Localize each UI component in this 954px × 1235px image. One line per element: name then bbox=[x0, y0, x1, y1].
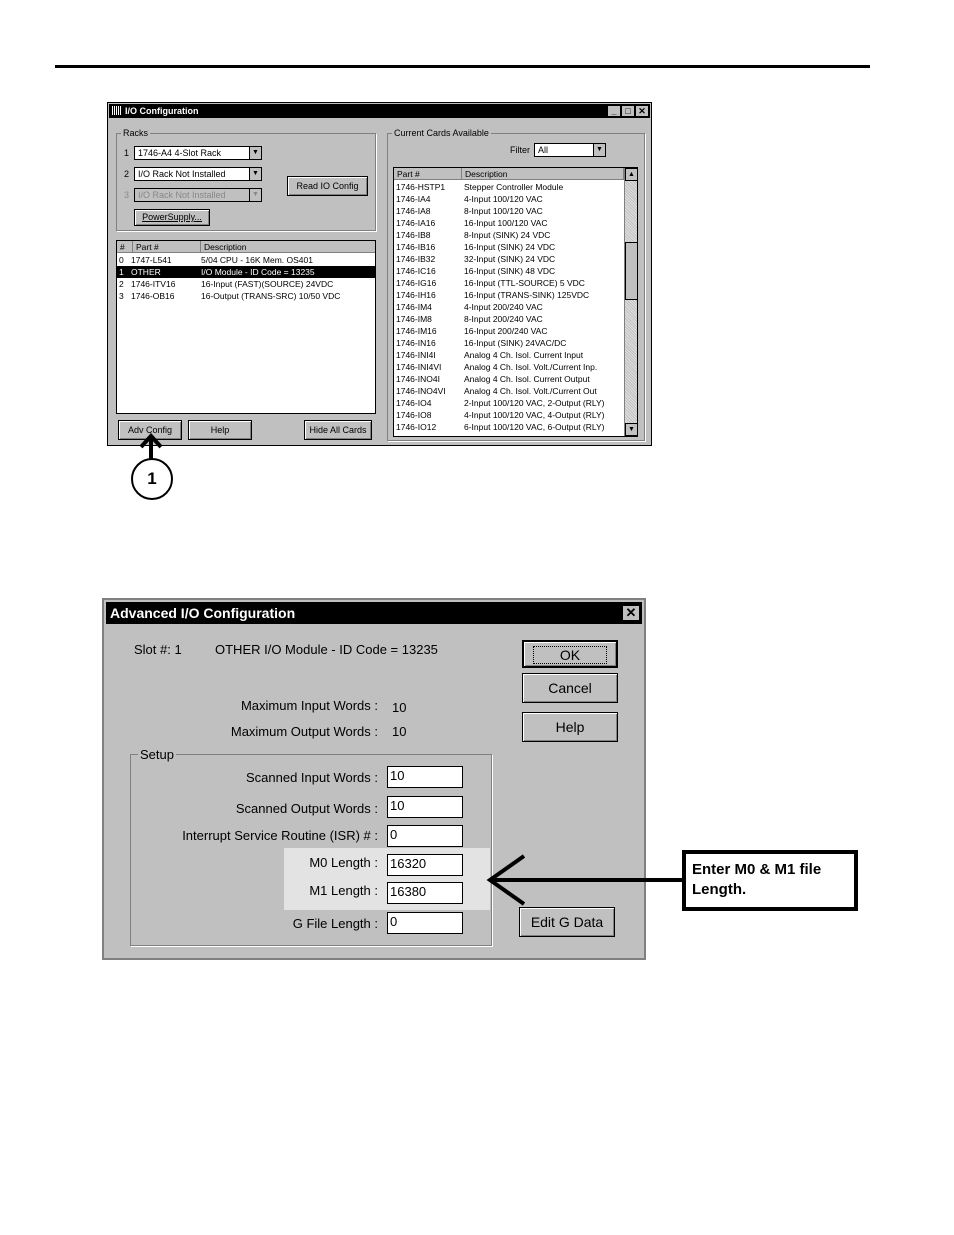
io-config-title: I/O Configuration bbox=[125, 106, 199, 116]
slot-number: Slot #: 1 bbox=[134, 642, 182, 657]
card-row-part: 1746-IN16 bbox=[396, 338, 436, 348]
filter-value: All bbox=[538, 145, 549, 155]
minimize-icon[interactable]: _ bbox=[607, 105, 621, 117]
card-row[interactable] bbox=[394, 361, 624, 373]
card-row-part: 1746-IB32 bbox=[396, 254, 436, 264]
cards-scrollbar[interactable] bbox=[624, 168, 638, 436]
card-row-description: 32-Input (SINK) 24 VDC bbox=[464, 254, 556, 264]
annotation-arrow-icon bbox=[484, 852, 686, 908]
rack-1-value: 1746-A4 4-Slot Rack bbox=[138, 148, 222, 158]
callout-number bbox=[131, 458, 173, 500]
power-supply-button[interactable] bbox=[134, 209, 210, 226]
card-row-description: Analog 4 Ch. Isol. Current Input bbox=[464, 350, 584, 360]
slot-row[interactable] bbox=[117, 290, 375, 302]
maximize-icon[interactable]: □ bbox=[621, 105, 635, 117]
cards-header-part: Part # bbox=[394, 168, 462, 180]
card-row-part: 1746-IM16 bbox=[396, 326, 437, 336]
card-row[interactable] bbox=[394, 385, 624, 397]
m0-length-value: 16320 bbox=[390, 856, 427, 871]
close-icon[interactable]: ✕ bbox=[622, 605, 640, 621]
card-row-part: 1746-IA4 bbox=[396, 194, 431, 204]
max-input-label: Maximum Input Words : bbox=[240, 698, 378, 713]
scanned-input-field[interactable] bbox=[387, 766, 463, 788]
edit-g-data-button[interactable] bbox=[519, 907, 615, 937]
card-row-part: 1746-IO4 bbox=[396, 398, 432, 408]
slot-row-description: 16-Output (TRANS-SRC) 10/50 VDC bbox=[201, 291, 341, 301]
scanned-output-label: Scanned Output Words : bbox=[235, 801, 378, 816]
card-row[interactable] bbox=[394, 229, 624, 241]
card-row[interactable] bbox=[394, 277, 624, 289]
io-config-titlebar bbox=[109, 104, 650, 118]
card-row[interactable] bbox=[394, 349, 624, 361]
card-row-part: 1746-IA8 bbox=[396, 206, 431, 216]
power-supply-label: PowerSupply... bbox=[142, 212, 202, 222]
card-row-part: 1746-IG16 bbox=[396, 278, 437, 288]
slot-row-description: I/O Module - ID Code = 13235 bbox=[201, 267, 315, 277]
slot-row[interactable] bbox=[117, 278, 375, 290]
card-row-description: 16-Input 200/240 VAC bbox=[464, 326, 548, 336]
chevron-down-icon[interactable]: ▼ bbox=[249, 147, 261, 159]
max-output-label: Maximum Output Words : bbox=[230, 724, 378, 739]
card-row-description: 8-Input 200/240 VAC bbox=[464, 314, 543, 324]
rack-2-value: I/O Rack Not Installed bbox=[138, 169, 226, 179]
card-row-description: 2-Input 100/120 VAC, 2-Output (RLY) bbox=[464, 398, 605, 408]
ok-label: OK bbox=[534, 647, 606, 663]
slot-row[interactable] bbox=[117, 266, 375, 278]
card-row-part: 1746-INO4I bbox=[396, 374, 440, 384]
card-row-description: 8-Input (SINK) 24 VDC bbox=[464, 230, 551, 240]
card-row-part: 1746-IM4 bbox=[396, 302, 432, 312]
cards-list[interactable] bbox=[393, 167, 638, 437]
slots-list[interactable] bbox=[116, 240, 376, 414]
slot-row-part: 1747-L541 bbox=[131, 255, 172, 265]
card-row-part: 1746-INI4VI bbox=[396, 362, 442, 372]
max-output-value: 10 bbox=[392, 724, 407, 739]
slot-row[interactable] bbox=[117, 254, 375, 266]
help-label: Help bbox=[210, 425, 230, 435]
card-row-description: Analog 4 Ch. Isol. Volt./Current Inp. bbox=[464, 362, 598, 372]
adv-config-label: Adv Config bbox=[127, 425, 173, 435]
slot-row-part: 1746-ITV16 bbox=[131, 279, 176, 289]
card-row-part: 1746-HSTP1 bbox=[396, 182, 446, 192]
card-row[interactable] bbox=[394, 325, 624, 337]
card-row-description: 6-Input 100/120 VAC, 6-Output (RLY) bbox=[464, 422, 605, 432]
hide-all-cards-label: Hide All Cards bbox=[309, 425, 367, 435]
io-config-window bbox=[107, 102, 652, 446]
card-row-description: 16-Input (TRANS-SINK) 125VDC bbox=[464, 290, 590, 300]
ok-button[interactable] bbox=[522, 640, 618, 668]
m0-length-field[interactable] bbox=[387, 854, 463, 876]
card-row-part: 1746-IO8 bbox=[396, 410, 432, 420]
help-button[interactable] bbox=[522, 712, 618, 742]
card-row[interactable] bbox=[394, 205, 624, 217]
scanned-output-value: 10 bbox=[390, 798, 405, 813]
card-row-description: 16-Input 100/120 VAC bbox=[464, 218, 548, 228]
max-input-value: 10 bbox=[392, 700, 407, 715]
help-button[interactable] bbox=[188, 420, 252, 440]
read-io-config-button[interactable] bbox=[287, 176, 368, 196]
slots-header-desc: Description bbox=[201, 241, 376, 253]
card-row[interactable] bbox=[394, 421, 624, 433]
scrollbar-thumb[interactable] bbox=[625, 242, 638, 300]
read-io-config-label: Read IO Config bbox=[296, 181, 359, 191]
setup-label: Setup bbox=[140, 747, 174, 762]
card-row[interactable] bbox=[394, 265, 624, 277]
cards-label: Current Cards Available bbox=[394, 128, 489, 138]
card-row-description: 4-Input 100/120 VAC bbox=[464, 194, 543, 204]
card-row-part: 1746-IO12 bbox=[396, 422, 437, 432]
slot-description: OTHER I/O Module - ID Code = 13235 bbox=[215, 642, 438, 657]
card-row-description: 16-Input (SINK) 24 VDC bbox=[464, 242, 556, 252]
m1-length-label: M1 Length : bbox=[309, 883, 378, 898]
m1-length-value: 16380 bbox=[390, 884, 427, 899]
scanned-input-value: 10 bbox=[390, 768, 405, 783]
slot-row-number: 1 bbox=[119, 267, 124, 277]
slot-row-part: 1746-OB16 bbox=[131, 291, 175, 301]
cancel-label: Cancel bbox=[548, 680, 592, 696]
card-row[interactable] bbox=[394, 217, 624, 229]
card-row-description: 4-Input 200/240 VAC bbox=[464, 302, 543, 312]
rack-3-value: I/O Rack Not Installed bbox=[138, 190, 226, 200]
card-row-description: 4-Input 100/120 VAC, 4-Output (RLY) bbox=[464, 410, 605, 420]
rack-2-number: 2 bbox=[124, 169, 130, 179]
m1-length-field[interactable] bbox=[387, 882, 463, 904]
slot-row-number: 0 bbox=[119, 255, 124, 265]
slot-row-part: OTHER bbox=[131, 267, 161, 277]
annotation-box bbox=[682, 850, 858, 911]
slot-row-number: 3 bbox=[119, 291, 124, 301]
card-row[interactable] bbox=[394, 193, 624, 205]
annotation-line-2: Length. bbox=[692, 881, 747, 898]
card-row[interactable] bbox=[394, 337, 624, 349]
rack-1-select[interactable] bbox=[134, 146, 262, 160]
card-row[interactable] bbox=[394, 313, 624, 325]
g-file-length-field[interactable] bbox=[387, 912, 463, 934]
annotation-line-1: Enter M0 & M1 file bbox=[692, 861, 822, 878]
card-row[interactable] bbox=[394, 241, 624, 253]
filter-select[interactable] bbox=[534, 143, 606, 157]
card-row[interactable] bbox=[394, 373, 624, 385]
m0-length-label: M0 Length : bbox=[309, 855, 378, 870]
help-label: Help bbox=[555, 719, 585, 735]
card-row-description: Analog 4 Ch. Isol. Volt./Current Out bbox=[464, 386, 597, 396]
card-row-part: 1746-IM8 bbox=[396, 314, 432, 324]
app-icon bbox=[112, 106, 121, 115]
card-row-description: Stepper Controller Module bbox=[464, 182, 564, 192]
card-row-part: 1746-INI4I bbox=[396, 350, 436, 360]
close-icon[interactable]: ✕ bbox=[635, 105, 649, 117]
chevron-down-icon[interactable]: ▼ bbox=[249, 168, 261, 180]
card-row-description: 16-Input (SINK) 24VAC/DC bbox=[464, 338, 567, 348]
card-row[interactable] bbox=[394, 253, 624, 265]
isr-field[interactable] bbox=[387, 825, 463, 847]
slot-row-description: 5/04 CPU - 16K Mem. OS401 bbox=[201, 255, 313, 265]
scroll-down-icon[interactable]: ▼ bbox=[625, 423, 638, 436]
card-row[interactable] bbox=[394, 181, 624, 193]
card-row-description: 8-Input 100/120 VAC bbox=[464, 206, 543, 216]
card-row[interactable] bbox=[394, 397, 624, 409]
card-row-description: Analog 4 Ch. Isol. Current Output bbox=[464, 374, 590, 384]
g-file-length-value: 0 bbox=[390, 914, 398, 929]
racks-label: Racks bbox=[123, 128, 149, 138]
slots-header-part: Part # bbox=[133, 241, 201, 253]
cancel-button[interactable] bbox=[522, 673, 618, 703]
g-file-length-label: G File Length : bbox=[292, 916, 378, 931]
slots-header-num: # bbox=[117, 241, 133, 253]
card-row-part: 1746-IB16 bbox=[396, 242, 436, 252]
card-row-part: 1746-IC16 bbox=[396, 266, 436, 276]
filter-label: Filter bbox=[510, 145, 530, 155]
cards-header-desc: Description bbox=[462, 168, 624, 180]
rack-2-select[interactable] bbox=[134, 167, 262, 181]
card-row-description: 16-Input (SINK) 48 VDC bbox=[464, 266, 556, 276]
isr-value: 0 bbox=[390, 827, 398, 842]
hide-all-cards-button[interactable] bbox=[304, 420, 372, 440]
card-row-part: 1746-IA16 bbox=[396, 218, 436, 228]
rack-1-number: 1 bbox=[124, 148, 130, 158]
advanced-title: Advanced I/O Configuration bbox=[110, 605, 296, 621]
scroll-up-icon[interactable]: ▲ bbox=[625, 168, 638, 181]
card-row-part: 1746-IB8 bbox=[396, 230, 431, 240]
rack-3-number: 3 bbox=[124, 190, 130, 200]
slot-row-description: 16-Input (FAST)(SOURCE) 24VDC bbox=[201, 279, 334, 289]
card-row[interactable] bbox=[394, 301, 624, 313]
scanned-input-label: Scanned Input Words : bbox=[245, 770, 378, 785]
slot-row-number: 2 bbox=[119, 279, 124, 289]
chevron-down-icon: ▼ bbox=[249, 189, 261, 201]
callout-number-text: 1 bbox=[147, 469, 157, 488]
isr-label: Interrupt Service Routine (ISR) # : bbox=[182, 828, 378, 843]
advanced-titlebar bbox=[106, 602, 642, 624]
page-header-rule bbox=[55, 65, 870, 68]
card-row-part: 1746-IH16 bbox=[396, 290, 436, 300]
scanned-output-field[interactable] bbox=[387, 796, 463, 818]
rack-3-select bbox=[134, 188, 262, 202]
card-row-part: 1746-INO4VI bbox=[396, 386, 446, 396]
edit-g-data-label: Edit G Data bbox=[530, 914, 604, 930]
chevron-down-icon[interactable]: ▼ bbox=[593, 144, 605, 156]
card-row-description: 16-Input (TTL-SOURCE) 5 VDC bbox=[464, 278, 585, 288]
card-row[interactable] bbox=[394, 409, 624, 421]
card-row[interactable] bbox=[394, 289, 624, 301]
